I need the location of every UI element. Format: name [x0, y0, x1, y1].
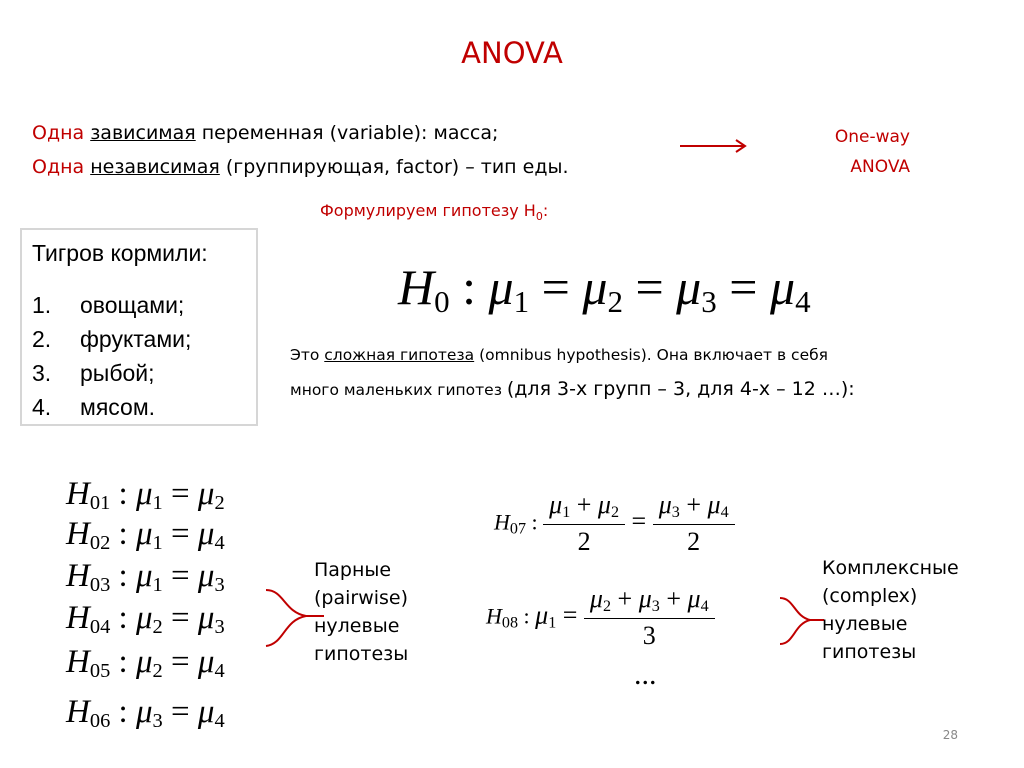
complex-hypothesis-07: $H_{07}$ : $\frac{\mu_1 + \mu_2}{2}$ = $\frac{\mu_3 + \mu_4}{2}$ — [494, 492, 735, 555]
omnibus-post: (omnibus hypothesis). Она включает в себя — [474, 346, 829, 364]
label-line: нулевые — [314, 615, 400, 637]
formula-subscript: 3 — [152, 710, 163, 733]
anova-line: ANOVA — [850, 157, 910, 177]
label-line: нулевые — [822, 613, 908, 635]
formula-subscript: 3 — [651, 598, 660, 616]
pairwise-hypothesis-04: $H_{04}$ : $\mu_2 = \mu_3$ — [66, 600, 225, 639]
label-line: Парные — [314, 559, 392, 581]
formula-subscript: 04 — [89, 616, 111, 639]
formula-subscript: 1 — [152, 532, 163, 555]
formula-subscript: 4 — [700, 598, 709, 616]
list-item — [32, 324, 191, 358]
formula-subscript: 1 — [562, 504, 571, 522]
omnibus-key: сложная гипотеза — [324, 346, 475, 364]
pairwise-hypothesis-06: $H_{06}$ : $\mu_3 = \mu_4$ — [66, 694, 225, 733]
hypothesis-label — [320, 201, 548, 223]
formula-subscript: 4 — [795, 283, 811, 319]
omnibus-line2-counts: (для 3-х групп – 3, для 4-х – 12 …): — [506, 378, 855, 400]
formula-subscript: 3 — [671, 504, 680, 522]
pairwise-hypothesis-01: $H_{01}$ : $\mu_1 = \mu_2$ — [66, 476, 225, 515]
intro-one-1: Одна — [32, 122, 91, 144]
formula-subscript: 1 — [152, 492, 163, 515]
formula-subscript: 3 — [214, 616, 225, 639]
hypothesis-text: Формулируем гипотезу H — [320, 201, 536, 220]
formula-subscript: 05 — [89, 660, 111, 683]
intro-independent-word: независимая — [90, 156, 220, 178]
label-line: гипотезы — [822, 641, 917, 663]
formula-subscript: 1 — [152, 574, 163, 597]
tigers-heading: Тигров кормили: — [32, 240, 208, 266]
one-way-anova-label — [780, 122, 910, 182]
omnibus-line2-pre: много маленьких гипотез — [290, 381, 507, 399]
formula-symbol: μ — [676, 259, 702, 315]
fraction-denominator: 2 — [543, 524, 625, 555]
fraction: $\frac{\mu_1 + \mu_2}{2}$ — [543, 492, 625, 555]
formula-subscript: 1 — [513, 283, 530, 319]
intro-dependent-word: зависимая — [90, 122, 196, 144]
fraction: $\frac{\mu_3 + \mu_4}{2}$ — [653, 492, 735, 555]
formula-subscript: 08 — [501, 614, 518, 632]
label-line: гипотезы — [314, 643, 409, 665]
fraction-denominator: 3 — [584, 618, 715, 649]
list-item-label: фруктами; — [80, 326, 192, 352]
label-line: (complex) — [822, 585, 918, 607]
fraction: $\frac{\mu_2 + \mu_3 + \mu_4}{3}$ — [584, 586, 715, 649]
page-number: 28 — [942, 728, 958, 742]
omnibus-pre: Это — [290, 346, 325, 364]
list-item-number: 3. — [32, 360, 52, 386]
formula-subscript: 06 — [89, 710, 111, 733]
pairwise-hypothesis-03: $H_{03}$ : $\mu_1 = \mu_3$ — [66, 558, 225, 597]
list-item-label: мясом. — [80, 394, 156, 420]
list-item — [32, 290, 191, 324]
formula-subscript: 2 — [602, 598, 612, 616]
formula-subscript: 4 — [214, 660, 225, 683]
list-item-number: 2. — [32, 326, 52, 352]
formula-subscript: 0 — [434, 283, 450, 319]
pairwise-label — [314, 556, 408, 668]
fraction-denominator: 2 — [653, 524, 735, 555]
intro-line-dependent — [32, 122, 498, 144]
formula-symbol: μ — [582, 259, 608, 315]
list-item-number: 4. — [32, 394, 52, 420]
formula-subscript: 2 — [610, 504, 620, 522]
list-item-number: 1. — [32, 292, 52, 318]
intro-line2-rest: (группирующая, factor) – тип еды. — [219, 156, 569, 178]
complex-label — [822, 554, 959, 666]
formula-subscript: 1 — [548, 614, 557, 632]
formula-subscript: 2 — [152, 660, 163, 683]
label-line: (pairwise) — [314, 587, 409, 609]
slide-title: ANOVA — [461, 36, 563, 70]
formula-subscript: 2 — [607, 283, 623, 319]
intro-one-2: Одна — [32, 156, 91, 178]
main-null-hypothesis: $H_0$ : $\mu_1 = \mu_2 = \mu_3 = \mu_4$ — [398, 259, 811, 319]
hypothesis-colon: : — [542, 201, 549, 220]
right-arrow-icon — [678, 136, 750, 156]
formula-subscript: 01 — [89, 492, 111, 515]
formula-symbol: μ — [769, 259, 796, 315]
hypothesis-sub: 0 — [535, 210, 543, 224]
formula-symbol: μ — [488, 259, 514, 315]
formula-subscript: 02 — [89, 532, 111, 555]
omnibus-line-2 — [290, 378, 855, 400]
list-item-label: рыбой; — [80, 360, 155, 386]
formula-subscript: 3 — [701, 283, 717, 319]
label-line: Комплексные — [822, 557, 959, 579]
list-item — [32, 358, 191, 392]
formula-subscript: 2 — [214, 492, 225, 515]
formula-subscript: 4 — [214, 710, 225, 733]
intro-line1-rest: переменная (variable): масса; — [195, 122, 499, 144]
complex-hypothesis-08: $H_{08}$ : $\mu_1$ = $\frac{\mu_2 + \mu_3 + \mu_4}{3}$ — [486, 586, 715, 649]
ellipsis: ... — [634, 658, 657, 691]
tigers-box — [20, 228, 258, 426]
formula-subscript: 4 — [214, 532, 225, 555]
formula-subscript: 2 — [152, 616, 163, 639]
formula-symbol: H — [398, 259, 435, 315]
one-way-line: One-way — [834, 127, 910, 147]
list-item-label: овощами; — [80, 292, 185, 318]
formula-subscript: 4 — [720, 504, 729, 522]
intro-line-independent — [32, 156, 569, 178]
pairwise-hypothesis-05: $H_{05}$ : $\mu_2 = \mu_4$ — [66, 644, 225, 683]
pairwise-hypothesis-02: $H_{02}$ : $\mu_1 = \mu_4$ — [66, 516, 225, 555]
omnibus-line-1 — [290, 346, 828, 364]
formula-subscript: 03 — [89, 574, 111, 597]
tigers-list — [32, 290, 191, 426]
list-item — [32, 392, 191, 426]
complex-brace-icon — [776, 594, 826, 648]
formula-subscript: 07 — [509, 520, 526, 538]
formula-subscript: 3 — [214, 574, 225, 597]
